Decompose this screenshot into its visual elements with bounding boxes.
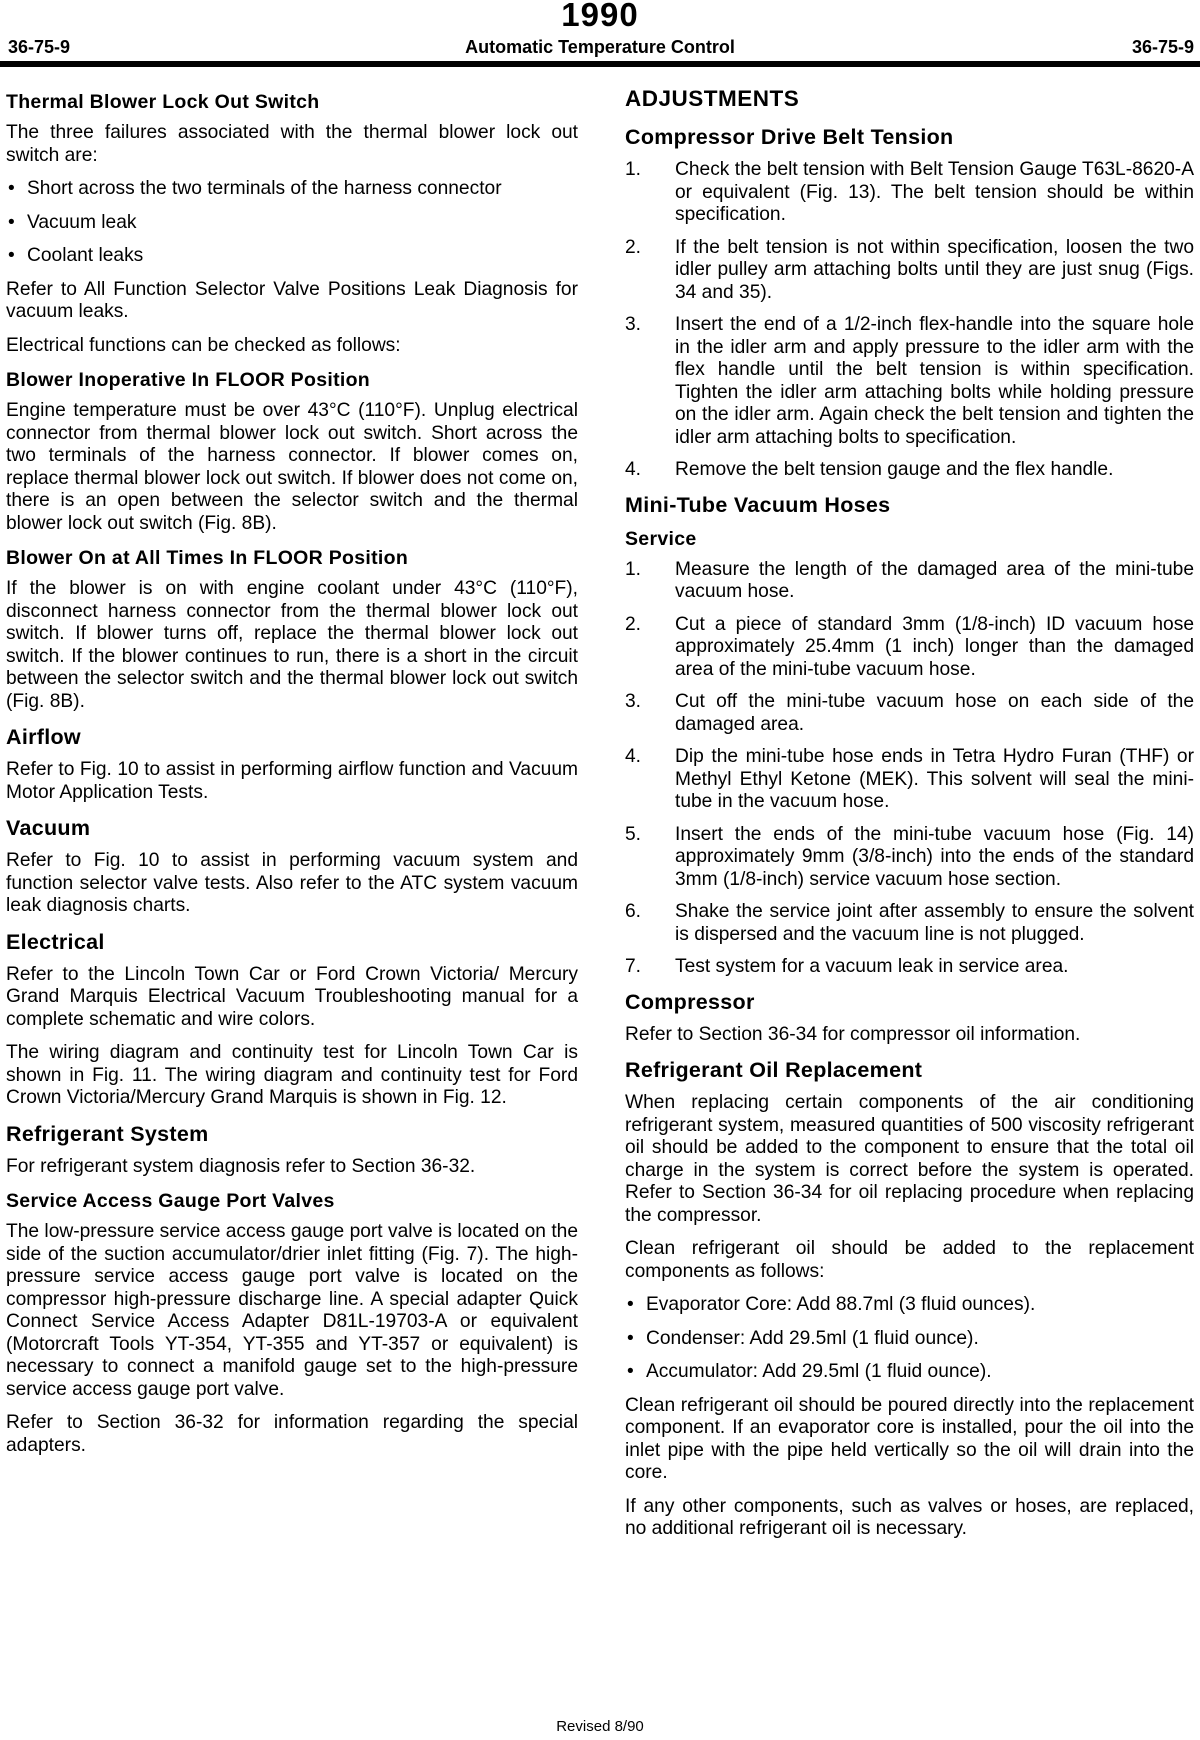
paragraph: Refer to the Lincoln Town Car or Ford Crown Victoria/ Mercury Grand Marquis Electrical Vacuum Troubleshooting manual for a complete schematic and wire colors. xyxy=(6,963,578,1030)
step-number: 4. xyxy=(625,746,642,767)
step-number: 5. xyxy=(625,823,642,845)
paragraph: Refer to Section 36-32 for information regarding the special adapters. xyxy=(6,1412,578,1456)
step-text: Insert the ends of the mini-tube vacuum hose (Fig. 14) approximately 9mm (3/8-inch) into the ends of the standard 3mm (1/8-inch) service vacuum hose section. xyxy=(675,823,1194,890)
section-heading: Mini-Tube Vacuum Hoses xyxy=(625,492,891,517)
bullet-item: • Vacuum leak xyxy=(6,212,578,235)
step-number: 4. xyxy=(625,459,642,480)
paragraph: Refer to Section 36-34 for compressor oil information. xyxy=(625,1023,1081,1045)
step-number: 1. xyxy=(625,558,642,580)
step-number: 2. xyxy=(625,236,642,258)
step-text: Remove the belt tension gauge and the flex handle. xyxy=(675,459,1114,480)
bullet-list xyxy=(6,178,578,268)
step-number: 1. xyxy=(625,159,642,180)
section-heading: Refrigerant Oil Replacement xyxy=(625,1058,923,1082)
paragraph: Electrical functions can be checked as follows: xyxy=(6,334,401,356)
section-heading: Blower On at All Times In FLOOR Position xyxy=(6,547,409,569)
paragraph: If any other components, such as valves or hoses, are replaced, no additional refrigerant oil is necessary. xyxy=(625,1495,1194,1539)
paragraph: The low-pressure service access gauge port valve is located on the side of the suction accumulator/drier inlet fitting (Fig. 7). The high-pressure service access gauge port valve is located on the compressor high-pressure discharge line. A special adapter Quick Connect Service Access Adapter D81L-19703-A or equivalent (Motorcraft Tools YT-354, YT-355 and YT-357 or equivalent) is necessary to connect a manifold gauge set to the high-pressure service access gauge port valve. xyxy=(6,1221,578,1400)
step-text: If the belt tension is not within specification, loosen the two idler pulley arm attaching bolts until they are just snug (Figs. 34 and 35). xyxy=(675,236,1194,303)
step-text: Shake the service joint after assembly to ensure the solvent is dispersed and the vacuum line is not plugged. xyxy=(675,901,1194,945)
list-item xyxy=(625,237,1194,305)
list-item xyxy=(625,159,1194,227)
paragraph: Refer to Fig. 10 to assist in performing vacuum system and function selector valve tests. Also refer to the ATC system vacuum leak diagnosis charts. xyxy=(6,850,578,916)
section-heading: Electrical xyxy=(6,929,105,954)
numbered-list xyxy=(625,559,1194,979)
paragraph: For refrigerant system diagnosis refer to Section 36-32. xyxy=(6,1155,476,1177)
left-column xyxy=(6,86,578,1468)
section-heading: Service Access Gauge Port Valves xyxy=(6,1190,335,1212)
footer-revised-date: Revised 8/90 xyxy=(556,1718,644,1735)
step-text: Measure the length of the damaged area of the mini-tube vacuum hose. xyxy=(675,558,1194,602)
step-number: 3. xyxy=(625,314,642,335)
header-page-number-right: 36-75-9 xyxy=(1131,37,1194,57)
numbered-list xyxy=(625,159,1194,482)
list-item xyxy=(625,956,1194,979)
bullet-item: • Evaporator Core: Add 88.7ml (3 fluid ounces). xyxy=(625,1294,1194,1317)
list-item xyxy=(625,824,1194,892)
paragraph: Refer to All Function Selector Valve Positions Leak Diagnosis for vacuum leaks. xyxy=(6,278,578,322)
bullet-item: • Condenser: Add 29.5ml (1 fluid ounce). xyxy=(625,1328,1194,1351)
section-heading: Compressor xyxy=(625,989,755,1014)
section-heading: Vacuum xyxy=(6,816,91,840)
subsection-heading: Service xyxy=(625,527,697,550)
paragraph: The wiring diagram and continuity test for Lincoln Town Car is shown in Fig. 11. The wiring diagram and continuity test for Ford Crown Victoria/Mercury Grand Marquis is shown in Fig. 12. xyxy=(6,1042,578,1108)
list-item xyxy=(625,614,1194,682)
section-heading: Thermal Blower Lock Out Switch xyxy=(6,91,320,113)
list-item xyxy=(625,314,1194,449)
step-number: 6. xyxy=(625,901,642,922)
step-number: 7. xyxy=(625,956,642,977)
header-title: Automatic Temperature Control xyxy=(465,37,735,57)
header-page-number-left: 36-75-9 xyxy=(8,37,71,57)
header-year: 1990 xyxy=(561,0,639,33)
list-item xyxy=(625,691,1194,736)
step-text: Cut a piece of standard 3mm (1/8-inch) ID vacuum hose approximately 25.4mm (1 inch) longer than the damaged area of the mini-tube vacuum hose. xyxy=(675,613,1194,680)
section-heading: Airflow xyxy=(6,725,81,749)
step-text: Insert the end of a 1/2-inch flex-handle into the square hole in the idler arm and apply pressure to the idler arm with the flex handle until the belt tension is within specification. Tighten the idler arm attaching bolts while holding pressure on the idler arm. Again check the belt tension and tighten the idler arm attaching bolts to specification. xyxy=(675,314,1194,448)
paragraph: Refer to Fig. 10 to assist in performing airflow function and Vacuum Motor Application Tests. xyxy=(6,759,578,803)
step-text: Cut off the mini-tube vacuum hose on each side of the damaged area. xyxy=(675,691,1194,735)
section-heading: Blower Inoperative In FLOOR Position xyxy=(6,369,370,391)
step-number: 3. xyxy=(625,691,642,712)
paragraph: Clean refrigerant oil should be added to the replacement components as follows: xyxy=(625,1238,1194,1282)
paragraph: Engine temperature must be over 43°C (110°F). Unplug electrical connector from thermal blower lock out switch. Short across the two terminals of the harness connector. If blower comes on, replace thermal blower lock out switch. If blower does not come on, there is an open between the selector switch and the thermal blower lock out switch (Fig. 8B). xyxy=(6,400,578,534)
chapter-heading: ADJUSTMENTS xyxy=(625,86,800,111)
right-column xyxy=(625,86,1194,1552)
bullet-list xyxy=(625,1294,1194,1384)
list-item xyxy=(625,559,1194,604)
step-text: Test system for a vacuum leak in service area. xyxy=(675,956,1069,977)
bullet-item: • Coolant leaks xyxy=(6,245,578,268)
paragraph: Clean refrigerant oil should be poured directly into the replacement component. If an evaporator core is installed, pour the oil into the inlet pipe with the pipe held vertically so the oil will drain into the core. xyxy=(625,1394,1194,1483)
step-text: Dip the mini-tube hose ends in Tetra Hydro Furan (THF) or Methyl Ethyl Ketone (MEK). This solvent will seal the mini-tube in the vacuum hose. xyxy=(675,746,1194,812)
paragraph: When replacing certain components of the air conditioning refrigerant system, measured quantities of 500 viscosity refrigerant oil should be added to the component to ensure that the total oil charge in the system is correct before the system is operated. Refer to Section 36-34 for oil replacing procedure when replacing the compressor. xyxy=(625,1092,1194,1226)
list-item xyxy=(625,746,1194,814)
paragraph: The three failures associated with the thermal blower lock out switch are: xyxy=(6,122,578,166)
paragraph: If the blower is on with engine coolant under 43°C (110°F), disconnect harness connector from the thermal blower lock out switch. If blower turns off, replace the thermal blower lock out switch. If the blower continues to run, there is a short in the circuit between the selector switch and the thermal blower lock out switch (Fig. 8B). xyxy=(6,578,578,712)
bullet-item: • Accumulator: Add 29.5ml (1 fluid ounce). xyxy=(625,1361,1194,1384)
header-rule xyxy=(0,61,1200,67)
step-text: Check the belt tension with Belt Tension Gauge T63L-8620-A or equivalent (Fig. 13). The belt tension should be within specification. xyxy=(675,159,1194,225)
list-item xyxy=(625,901,1194,946)
section-heading: Compressor Drive Belt Tension xyxy=(625,125,954,149)
list-item xyxy=(625,459,1194,482)
section-heading: Refrigerant System xyxy=(6,1121,209,1146)
step-number: 2. xyxy=(625,613,642,635)
bullet-item: • Short across the two terminals of the harness connector xyxy=(6,178,578,201)
